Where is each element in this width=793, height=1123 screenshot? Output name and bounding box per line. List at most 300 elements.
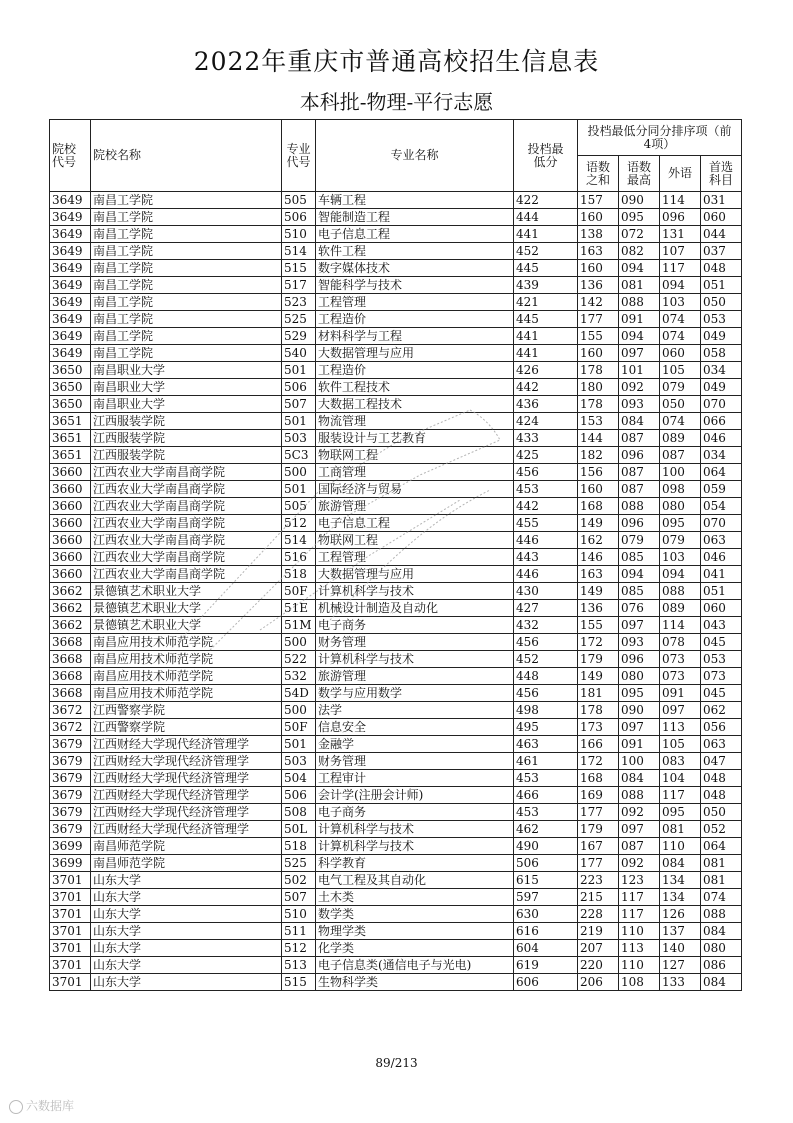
cell-chinese-math-max: 094: [619, 260, 660, 277]
cell-school-code: 3660: [50, 532, 91, 549]
cell-foreign-language: 100: [660, 464, 701, 481]
cell-school-name: 南昌职业大学: [91, 396, 282, 413]
cell-school-code: 3649: [50, 226, 91, 243]
cell-preferred-subject: 073: [701, 668, 742, 685]
cell-chinese-math-max: 110: [619, 957, 660, 974]
cell-min-score: 606: [514, 974, 578, 991]
cell-school-name: 南昌工学院: [91, 328, 282, 345]
cell-major-name: 工程造价: [316, 311, 514, 328]
cell-major-code: 540: [282, 345, 316, 362]
cell-foreign-language: 089: [660, 600, 701, 617]
cell-school-code: 3649: [50, 328, 91, 345]
cell-school-code: 3679: [50, 753, 91, 770]
cell-major-code: 514: [282, 532, 316, 549]
cell-min-score: 453: [514, 770, 578, 787]
cell-foreign-language: 081: [660, 821, 701, 838]
cell-foreign-language: 079: [660, 379, 701, 396]
cell-school-name: 江西农业大学南昌商学院: [91, 549, 282, 566]
cell-school-name: 南昌工学院: [91, 311, 282, 328]
cell-chinese-math-max: 097: [619, 617, 660, 634]
cell-min-score: 441: [514, 226, 578, 243]
cell-min-score: 439: [514, 277, 578, 294]
cell-major-name: 电气工程及其自动化: [316, 872, 514, 889]
cell-chinese-math-sum: 136: [578, 600, 619, 617]
table-row: [50, 719, 742, 736]
cell-school-code: 3649: [50, 311, 91, 328]
cell-school-code: 3650: [50, 362, 91, 379]
cell-school-name: 南昌师范学院: [91, 838, 282, 855]
cell-school-code: 3699: [50, 855, 91, 872]
cell-foreign-language: 060: [660, 345, 701, 362]
cell-preferred-subject: 063: [701, 736, 742, 753]
cell-chinese-math-max: 084: [619, 413, 660, 430]
cell-school-name: 江西服装学院: [91, 447, 282, 464]
cell-min-score: 421: [514, 294, 578, 311]
cell-school-code: 3668: [50, 668, 91, 685]
table-row: [50, 889, 742, 906]
cell-preferred-subject: 048: [701, 787, 742, 804]
cell-preferred-subject: 037: [701, 243, 742, 260]
cell-major-code: 501: [282, 413, 316, 430]
cell-foreign-language: 091: [660, 685, 701, 702]
cell-chinese-math-sum: 163: [578, 566, 619, 583]
cell-preferred-subject: 048: [701, 770, 742, 787]
cell-preferred-subject: 084: [701, 974, 742, 991]
cell-major-name: 智能科学与技术: [316, 277, 514, 294]
cell-min-score: 452: [514, 651, 578, 668]
header-chinese-math-max: 语数最高: [619, 156, 660, 192]
table-row: [50, 787, 742, 804]
table-row: [50, 209, 742, 226]
table-row: [50, 957, 742, 974]
cell-foreign-language: 126: [660, 906, 701, 923]
cell-school-code: 3662: [50, 617, 91, 634]
cell-school-name: 江西农业大学南昌商学院: [91, 515, 282, 532]
header-school-name: 院校名称: [91, 120, 282, 192]
cell-chinese-math-sum: 136: [578, 277, 619, 294]
cell-school-name: 江西服装学院: [91, 430, 282, 447]
cell-major-name: 工程造价: [316, 362, 514, 379]
table-row: [50, 617, 742, 634]
cell-major-name: 科学教育: [316, 855, 514, 872]
cell-min-score: 426: [514, 362, 578, 379]
cell-major-code: 501: [282, 481, 316, 498]
cell-min-score: 619: [514, 957, 578, 974]
cell-chinese-math-max: 117: [619, 906, 660, 923]
cell-major-code: 515: [282, 260, 316, 277]
cell-school-code: 3660: [50, 464, 91, 481]
cell-preferred-subject: 070: [701, 396, 742, 413]
cell-school-name: 南昌工学院: [91, 260, 282, 277]
cell-chinese-math-max: 100: [619, 753, 660, 770]
cell-school-code: 3651: [50, 447, 91, 464]
cell-school-name: 景德镇艺术职业大学: [91, 583, 282, 600]
cell-school-name: 江西财经大学现代经济管理学: [91, 787, 282, 804]
cell-preferred-subject: 031: [701, 192, 742, 209]
cell-major-name: 信息安全: [316, 719, 514, 736]
cell-min-score: 616: [514, 923, 578, 940]
table-row: [50, 396, 742, 413]
cell-school-code: 3662: [50, 600, 91, 617]
cell-foreign-language: 097: [660, 702, 701, 719]
cell-foreign-language: 104: [660, 770, 701, 787]
cell-chinese-math-sum: 149: [578, 583, 619, 600]
cell-major-code: 518: [282, 838, 316, 855]
cell-preferred-subject: 053: [701, 651, 742, 668]
cell-major-code: 529: [282, 328, 316, 345]
cell-min-score: 630: [514, 906, 578, 923]
cell-chinese-math-sum: 168: [578, 498, 619, 515]
table-row: [50, 345, 742, 362]
cell-foreign-language: 110: [660, 838, 701, 855]
cell-foreign-language: 098: [660, 481, 701, 498]
cell-preferred-subject: 080: [701, 940, 742, 957]
cell-major-name: 财务管理: [316, 634, 514, 651]
cell-chinese-math-sum: 172: [578, 634, 619, 651]
cell-preferred-subject: 049: [701, 379, 742, 396]
cell-school-code: 3668: [50, 651, 91, 668]
table-row: [50, 668, 742, 685]
cell-preferred-subject: 043: [701, 617, 742, 634]
cell-chinese-math-sum: 172: [578, 753, 619, 770]
table-row: [50, 362, 742, 379]
cell-foreign-language: 084: [660, 855, 701, 872]
table-row: [50, 549, 742, 566]
cell-school-code: 3649: [50, 192, 91, 209]
cell-chinese-math-max: 093: [619, 396, 660, 413]
cell-major-name: 大数据工程技术: [316, 396, 514, 413]
cell-major-code: 510: [282, 226, 316, 243]
cell-preferred-subject: 052: [701, 821, 742, 838]
cell-chinese-math-sum: 163: [578, 243, 619, 260]
cell-school-name: 南昌工学院: [91, 345, 282, 362]
cell-min-score: 453: [514, 804, 578, 821]
cell-preferred-subject: 060: [701, 209, 742, 226]
cell-major-code: 5C3: [282, 447, 316, 464]
cell-school-code: 3679: [50, 770, 91, 787]
cell-major-code: 532: [282, 668, 316, 685]
table-row: [50, 328, 742, 345]
cell-major-code: 500: [282, 634, 316, 651]
cell-chinese-math-max: 081: [619, 277, 660, 294]
cell-preferred-subject: 050: [701, 294, 742, 311]
cell-major-code: 523: [282, 294, 316, 311]
cell-chinese-math-sum: 179: [578, 821, 619, 838]
cell-major-code: 512: [282, 940, 316, 957]
table-row: [50, 770, 742, 787]
header-chinese-math-sum: 语数之和: [578, 156, 619, 192]
cell-min-score: 456: [514, 464, 578, 481]
cell-min-score: 452: [514, 243, 578, 260]
cell-min-score: 445: [514, 311, 578, 328]
cell-major-code: 506: [282, 209, 316, 226]
cell-school-code: 3651: [50, 413, 91, 430]
cell-foreign-language: 079: [660, 532, 701, 549]
cell-min-score: 597: [514, 889, 578, 906]
cell-foreign-language: 095: [660, 515, 701, 532]
cell-major-name: 旅游管理: [316, 498, 514, 515]
cell-preferred-subject: 046: [701, 549, 742, 566]
cell-min-score: 461: [514, 753, 578, 770]
cell-major-name: 数学与应用数学: [316, 685, 514, 702]
cell-chinese-math-sum: 169: [578, 787, 619, 804]
cell-chinese-math-max: 084: [619, 770, 660, 787]
cell-major-name: 工程审计: [316, 770, 514, 787]
cell-school-name: 景德镇艺术职业大学: [91, 617, 282, 634]
cell-major-name: 会计学(注册会计师): [316, 787, 514, 804]
cell-chinese-math-sum: 160: [578, 345, 619, 362]
cell-chinese-math-sum: 215: [578, 889, 619, 906]
cell-foreign-language: 134: [660, 872, 701, 889]
cell-chinese-math-sum: 156: [578, 464, 619, 481]
cell-min-score: 441: [514, 328, 578, 345]
cell-chinese-math-max: 087: [619, 430, 660, 447]
cell-chinese-math-max: 091: [619, 311, 660, 328]
cell-major-code: 508: [282, 804, 316, 821]
cell-chinese-math-sum: 160: [578, 260, 619, 277]
table-row: [50, 634, 742, 651]
cell-major-name: 财务管理: [316, 753, 514, 770]
cell-chinese-math-sum: 182: [578, 447, 619, 464]
cell-major-name: 材料科学与工程: [316, 328, 514, 345]
table-row: [50, 804, 742, 821]
cell-major-name: 电子商务: [316, 617, 514, 634]
table-row: [50, 192, 742, 209]
cell-foreign-language: 105: [660, 736, 701, 753]
table-row: [50, 294, 742, 311]
cell-preferred-subject: 063: [701, 532, 742, 549]
cell-school-code: 3679: [50, 736, 91, 753]
table-row: [50, 226, 742, 243]
cell-min-score: 506: [514, 855, 578, 872]
cell-major-code: 514: [282, 243, 316, 260]
cell-min-score: 462: [514, 821, 578, 838]
cell-major-name: 国际经济与贸易: [316, 481, 514, 498]
cell-preferred-subject: 081: [701, 855, 742, 872]
header-tiebreak-group: 投档最低分同分排序项（前4项）: [578, 120, 742, 156]
cell-chinese-math-max: 110: [619, 923, 660, 940]
admission-table: [49, 119, 742, 991]
cell-school-name: 江西农业大学南昌商学院: [91, 481, 282, 498]
cell-min-score: 432: [514, 617, 578, 634]
cell-chinese-math-max: 076: [619, 600, 660, 617]
cell-min-score: 498: [514, 702, 578, 719]
cell-major-name: 物联网工程: [316, 447, 514, 464]
cell-chinese-math-max: 085: [619, 583, 660, 600]
cell-major-name: 物理学类: [316, 923, 514, 940]
cell-preferred-subject: 050: [701, 804, 742, 821]
cell-foreign-language: 114: [660, 617, 701, 634]
cell-min-score: 455: [514, 515, 578, 532]
cell-chinese-math-max: 092: [619, 379, 660, 396]
cell-chinese-math-max: 092: [619, 855, 660, 872]
cell-chinese-math-sum: 223: [578, 872, 619, 889]
cell-chinese-math-max: 094: [619, 328, 660, 345]
table-row: [50, 243, 742, 260]
cell-chinese-math-max: 096: [619, 447, 660, 464]
cell-preferred-subject: 066: [701, 413, 742, 430]
cell-major-name: 大数据管理与应用: [316, 566, 514, 583]
cell-school-code: 3679: [50, 787, 91, 804]
cell-foreign-language: 114: [660, 192, 701, 209]
cell-foreign-language: 074: [660, 311, 701, 328]
cell-preferred-subject: 074: [701, 889, 742, 906]
table-row: [50, 515, 742, 532]
cell-min-score: 427: [514, 600, 578, 617]
cell-school-code: 3660: [50, 481, 91, 498]
cell-chinese-math-max: 090: [619, 192, 660, 209]
cell-min-score: 422: [514, 192, 578, 209]
cell-min-score: 430: [514, 583, 578, 600]
cell-preferred-subject: 041: [701, 566, 742, 583]
cell-major-name: 电子信息工程: [316, 226, 514, 243]
cell-school-name: 山东大学: [91, 957, 282, 974]
cell-preferred-subject: 045: [701, 634, 742, 651]
cell-school-name: 景德镇艺术职业大学: [91, 600, 282, 617]
cell-foreign-language: 131: [660, 226, 701, 243]
table-row: [50, 311, 742, 328]
cell-chinese-math-max: 082: [619, 243, 660, 260]
table-row: [50, 498, 742, 515]
cell-chinese-math-max: 101: [619, 362, 660, 379]
cell-chinese-math-sum: 177: [578, 311, 619, 328]
cell-school-name: 江西财经大学现代经济管理学: [91, 770, 282, 787]
cell-school-name: 南昌师范学院: [91, 855, 282, 872]
cell-major-name: 工商管理: [316, 464, 514, 481]
cell-chinese-math-sum: 142: [578, 294, 619, 311]
cell-chinese-math-sum: 149: [578, 668, 619, 685]
cell-preferred-subject: 062: [701, 702, 742, 719]
cell-min-score: 448: [514, 668, 578, 685]
cell-chinese-math-max: 093: [619, 634, 660, 651]
cell-preferred-subject: 064: [701, 838, 742, 855]
cell-min-score: 425: [514, 447, 578, 464]
cell-chinese-math-max: 087: [619, 481, 660, 498]
table-row: [50, 940, 742, 957]
header-preferred-subject: 首选科目: [701, 156, 742, 192]
cell-min-score: 466: [514, 787, 578, 804]
cell-major-name: 生物科学类: [316, 974, 514, 991]
cell-major-code: 51M: [282, 617, 316, 634]
cell-school-code: 3701: [50, 906, 91, 923]
cell-chinese-math-sum: 179: [578, 651, 619, 668]
cell-major-code: 513: [282, 957, 316, 974]
cell-major-name: 工程管理: [316, 549, 514, 566]
cell-chinese-math-max: 097: [619, 345, 660, 362]
cell-chinese-math-sum: 178: [578, 362, 619, 379]
cell-major-code: 506: [282, 787, 316, 804]
table-row: [50, 566, 742, 583]
cell-foreign-language: 137: [660, 923, 701, 940]
cell-school-code: 3649: [50, 243, 91, 260]
cell-school-code: 3699: [50, 838, 91, 855]
cell-foreign-language: 095: [660, 804, 701, 821]
cell-major-code: 505: [282, 192, 316, 209]
table-row: [50, 855, 742, 872]
cell-school-code: 3679: [50, 821, 91, 838]
table-row: [50, 413, 742, 430]
cell-major-code: 50F: [282, 719, 316, 736]
cell-school-name: 江西农业大学南昌商学院: [91, 464, 282, 481]
cell-school-name: 江西农业大学南昌商学院: [91, 566, 282, 583]
cell-major-name: 计算机科学与技术: [316, 583, 514, 600]
cell-school-name: 山东大学: [91, 923, 282, 940]
table-row: [50, 277, 742, 294]
cell-chinese-math-max: 095: [619, 685, 660, 702]
cell-chinese-math-max: 072: [619, 226, 660, 243]
cell-preferred-subject: 086: [701, 957, 742, 974]
cell-preferred-subject: 054: [701, 498, 742, 515]
cell-chinese-math-sum: 138: [578, 226, 619, 243]
cell-chinese-math-max: 092: [619, 804, 660, 821]
table-row: [50, 583, 742, 600]
cell-school-code: 3701: [50, 957, 91, 974]
cell-major-name: 物联网工程: [316, 532, 514, 549]
cell-chinese-math-sum: 162: [578, 532, 619, 549]
cell-major-code: 500: [282, 464, 316, 481]
cell-major-code: 511: [282, 923, 316, 940]
cell-major-code: 522: [282, 651, 316, 668]
cell-school-name: 江西服装学院: [91, 413, 282, 430]
cell-major-code: 507: [282, 396, 316, 413]
table-row: [50, 481, 742, 498]
cell-school-name: 山东大学: [91, 974, 282, 991]
cell-major-code: 518: [282, 566, 316, 583]
cell-school-code: 3660: [50, 566, 91, 583]
table-row: [50, 447, 742, 464]
table-row: [50, 430, 742, 447]
cell-major-code: 501: [282, 736, 316, 753]
cell-chinese-math-sum: 181: [578, 685, 619, 702]
cell-foreign-language: 133: [660, 974, 701, 991]
cell-school-code: 3672: [50, 702, 91, 719]
cell-min-score: 456: [514, 634, 578, 651]
cell-chinese-math-sum: 144: [578, 430, 619, 447]
cell-chinese-math-sum: 155: [578, 617, 619, 634]
cell-chinese-math-sum: 178: [578, 702, 619, 719]
cell-foreign-language: 073: [660, 651, 701, 668]
cell-major-code: 50L: [282, 821, 316, 838]
cell-preferred-subject: 053: [701, 311, 742, 328]
cell-chinese-math-sum: 153: [578, 413, 619, 430]
cell-school-code: 3701: [50, 889, 91, 906]
cell-major-code: 503: [282, 753, 316, 770]
cell-major-name: 金融学: [316, 736, 514, 753]
cell-school-name: 江西财经大学现代经济管理学: [91, 821, 282, 838]
table-row: [50, 906, 742, 923]
cell-foreign-language: 078: [660, 634, 701, 651]
cell-chinese-math-max: 117: [619, 889, 660, 906]
cell-foreign-language: 074: [660, 413, 701, 430]
cell-min-score: 446: [514, 532, 578, 549]
cell-major-name: 物流管理: [316, 413, 514, 430]
cell-major-name: 工程管理: [316, 294, 514, 311]
cell-major-code: 507: [282, 889, 316, 906]
cell-school-code: 3668: [50, 634, 91, 651]
cell-foreign-language: 094: [660, 277, 701, 294]
page-number: 89/213: [375, 1056, 418, 1070]
cell-major-code: 502: [282, 872, 316, 889]
cell-foreign-language: 127: [660, 957, 701, 974]
cell-preferred-subject: 056: [701, 719, 742, 736]
cell-chinese-math-max: 087: [619, 464, 660, 481]
table-row: [50, 379, 742, 396]
cell-school-code: 3649: [50, 345, 91, 362]
cell-min-score: 441: [514, 345, 578, 362]
cell-school-name: 南昌应用技术师范学院: [91, 685, 282, 702]
cell-major-name: 土木类: [316, 889, 514, 906]
cell-major-name: 大数据管理与应用: [316, 345, 514, 362]
